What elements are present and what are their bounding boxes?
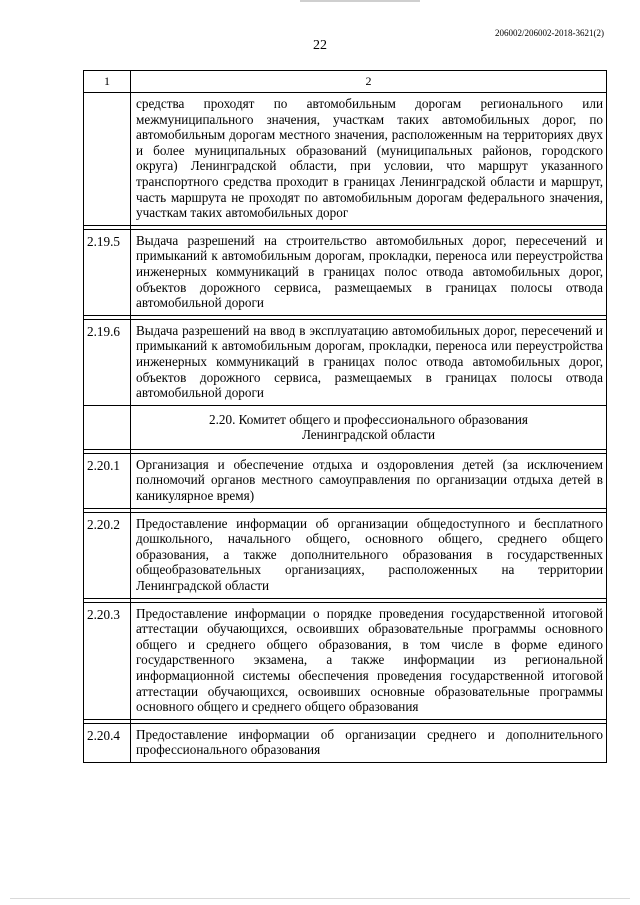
row-text: Предоставление информации об организации общедоступного и бесплатного дошкольного, начального общего, основного общего, среднего общего образования, а также дополнительного образования в государственных общеобразовательных организациях, расположенных на территории Ленинградской области [131, 512, 607, 598]
row-number: 2.20.2 [84, 512, 131, 598]
row-number: 2.19.6 [84, 319, 131, 405]
section-header-row [84, 405, 607, 449]
table-header-row [84, 71, 607, 93]
section-title-line-1: 2.20. Комитет общего и профессионального образования [208, 411, 528, 427]
table-row [84, 93, 607, 226]
table-row [84, 319, 607, 405]
row-text: Выдача разрешений на ввод в эксплуатацию автомобильных дорог, пересечений и примыканий к автомобильным дорогам, прокладки, переноса или переустройства инженерных коммуникаций в границах полос отвода автомобильных дорог, объектов дорожного сервиса, размещаемых в границах полосы отвода автомобильной дороги [131, 319, 607, 405]
row-text: Предоставление информации об организации среднего и дополнительного профессионального образования [131, 723, 607, 762]
row-text: Предоставление информации о порядке проведения государственной итоговой аттестации обучающихся, освоивших образовательные программы основного общего и среднего общего образования, в том числе в форме единого государственного экзамена, а также информации из региональной информационной системы обеспечения проведения государственной итоговой аттестации обучающихся, освоивших основные образовательные программы основного общего и среднего общего образования [131, 602, 607, 719]
row-number: 2.19.5 [84, 229, 131, 315]
table-row [84, 602, 607, 719]
top-edge-mark [300, 0, 420, 2]
row-number: 2.20.3 [84, 602, 131, 719]
table-row [84, 229, 607, 315]
row-text: Организация и обеспечение отдыха и оздоровления детей (за исключением полномочий органов местного самоуправления по организации отдыха детей в каникулярное время) [131, 453, 607, 508]
document-id: 206002/206002-2018-3621(2) [495, 28, 604, 38]
services-table [83, 70, 607, 763]
row-text: средства проходят по автомобильным дорогам регионального или межмуниципального значения, участкам таких автомобильных дорог, по автомобильным дорогам местного значения, расположенным на территориях двух и более муниципальных образований (муниципальных районов, городского округа) Ленинградской области, при условии, что маршрут указанного транспортного средства проходит в границах Ленинградской области и маршрут, часть маршрута не проходят по автомобильным дорогам федерального значения, участкам таких автомобильных дорог [131, 93, 607, 226]
bottom-edge-line [10, 898, 630, 899]
row-number: 2.20.1 [84, 453, 131, 508]
column-2-header: 2 [131, 71, 607, 93]
column-1-header: 1 [84, 71, 131, 93]
row-number [84, 93, 131, 226]
table-row [84, 723, 607, 762]
section-title-line-2: Ленинградской области [301, 427, 436, 443]
table-row [84, 453, 607, 508]
row-number: 2.20.4 [84, 723, 131, 762]
table-row [84, 512, 607, 598]
section-title [131, 405, 607, 449]
page-number: 22 [313, 38, 327, 53]
row-text: Выдача разрешений на строительство автомобильных дорог, пересечений и примыканий к автомобильным дорогам, прокладки, переноса или переустройства инженерных коммуникаций в границах полос отвода автомобильных дорог, объектов дорожного сервиса, размещаемых в границах полосы отвода автомобильной дороги [131, 229, 607, 315]
